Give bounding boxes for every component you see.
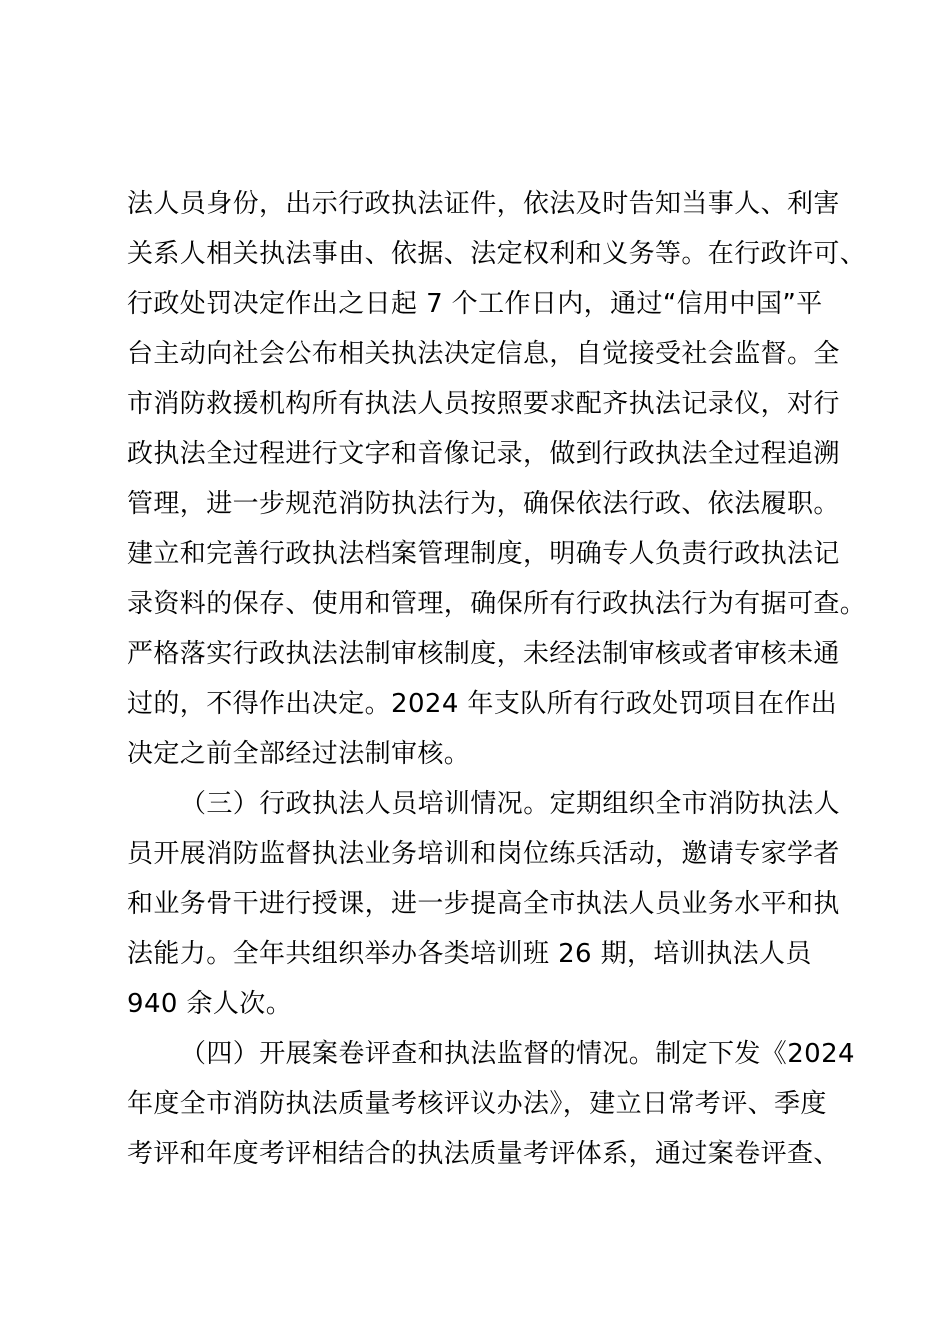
paragraph-line: 录资料的保存、使用和管理，确保所有行政执法行为有据可查。 — [127, 589, 867, 619]
paragraph-line: 940 余人次。 — [127, 989, 293, 1019]
paragraph-line: 法人员身份，出示行政执法证件，依法及时告知当事人、利害 — [127, 189, 840, 219]
section-four-heading-line: （四）开展案卷评查和执法监督的情况。制定下发《2024 — [180, 1039, 855, 1069]
section-three-heading-line: （三）行政执法人员培训情况。定期组织全市消防执法人 — [180, 789, 841, 819]
paragraph-line: 年度全市消防执法质量考核评议办法》，建立日常考评、季度 — [127, 1089, 827, 1119]
paragraph-line: 过的，不得作出决定。2024 年支队所有行政处罚项目在作出 — [127, 689, 838, 719]
paragraph-line: 考评和年度考评相结合的执法质量考评体系，通过案卷评查、 — [127, 1139, 840, 1169]
paragraph-line: 行政处罚决定作出之日起 7 个工作日内，通过“信用中国”平 — [127, 289, 823, 319]
paragraph-line: 台主动向社会公布相关执法决定信息，自觉接受社会监督。全 — [127, 339, 840, 369]
paragraph-line: 关系人相关执法事由、依据、法定权利和义务等。在行政许可、 — [127, 239, 867, 269]
paragraph-line: 管理，进一步规范消防执法行为，确保依法行政、依法履职。 — [127, 489, 840, 519]
paragraph-line: 严格落实行政执法法制审核制度，未经法制审核或者审核未通 — [127, 639, 840, 669]
paragraph-line: 决定之前全部经过法制审核。 — [127, 739, 471, 769]
paragraph-line: 法能力。全年共组织举办各类培训班 26 期，培训执法人员 — [127, 939, 812, 969]
paragraph-line: 员开展消防监督执法业务培训和岗位练兵活动，邀请专家学者 — [127, 839, 840, 869]
paragraph-line: 和业务骨干进行授课，进一步提高全市执法人员业务水平和执 — [127, 889, 840, 919]
paragraph-line: 政执法全过程进行文字和音像记录，做到行政执法全过程追溯 — [127, 439, 840, 469]
paragraph-line: 建立和完善行政执法档案管理制度，明确专人负责行政执法记 — [127, 539, 840, 569]
paragraph-line: 市消防救援机构所有执法人员按照要求配齐执法记录仪，对行 — [127, 389, 840, 419]
